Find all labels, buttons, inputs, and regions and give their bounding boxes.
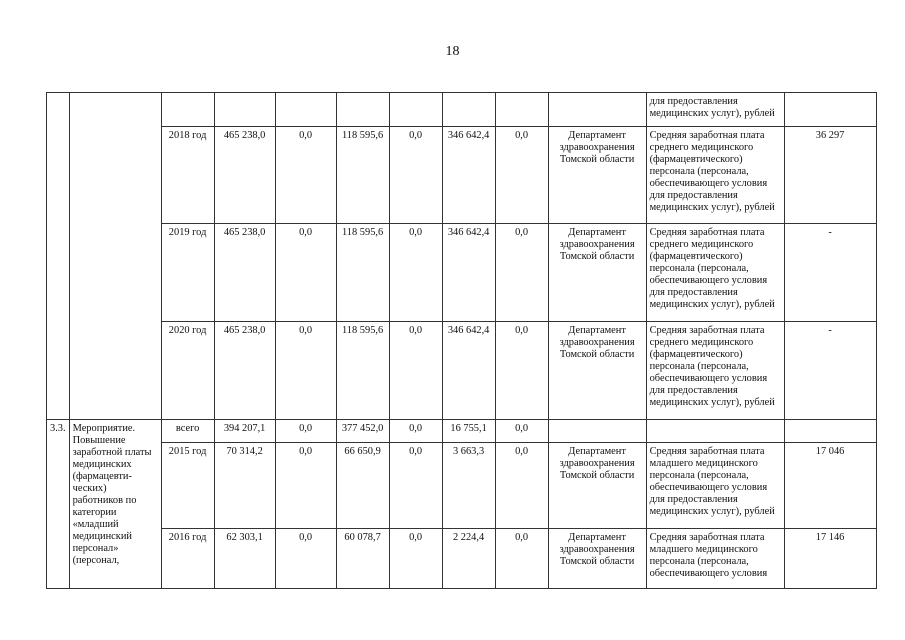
cell-indicator xyxy=(646,420,784,443)
cell-value: 0,0 xyxy=(495,420,548,443)
cell-value: 62 303,1 xyxy=(214,529,275,589)
cell-target: - xyxy=(784,224,876,322)
cell-value: 118 595,6 xyxy=(336,127,389,224)
cell-value: 0,0 xyxy=(275,322,336,420)
cell-value: 60 078,7 xyxy=(336,529,389,589)
cell-value: 0,0 xyxy=(275,224,336,322)
cell-value: 377 452,0 xyxy=(336,420,389,443)
cell-value: 3 663,3 xyxy=(442,443,495,529)
measure-number: 3.3. xyxy=(47,420,70,589)
cell-indicator: Средняя заработная плата среднего медицинского (фармацевтического) персонала (персонала, обеспечивающего условия для предоставления медицинских услуг), рублей xyxy=(646,127,784,224)
cell-value: 394 207,1 xyxy=(214,420,275,443)
cell-target: 17 146 xyxy=(784,529,876,589)
cell-executor: Департамент здравоохранения Томской области xyxy=(548,443,646,529)
cell-value: 465 238,0 xyxy=(214,127,275,224)
cell-value: 0,0 xyxy=(275,443,336,529)
cell-value: 0,0 xyxy=(495,322,548,420)
cell-event-continued xyxy=(69,93,161,420)
cell-value: 0,0 xyxy=(389,322,442,420)
table-row xyxy=(47,529,877,589)
cell-value: 66 650,9 xyxy=(336,443,389,529)
cell-year: 2020 год xyxy=(161,322,214,420)
cell-year: 2018 год xyxy=(161,127,214,224)
cell-number-continued xyxy=(47,93,70,420)
cell-indicator: для предоставления медицинских услуг), рублей xyxy=(646,93,784,127)
cell-value: 0,0 xyxy=(275,529,336,589)
measure-title: Мероприятие. Повышение заработной платы медицинских (фармацевти-ческих) работников по категории «младший медицинский персонал» (персонал, xyxy=(69,420,161,589)
cell-value: 0,0 xyxy=(275,420,336,443)
cell-value: 118 595,6 xyxy=(336,224,389,322)
table-row-total xyxy=(47,420,877,443)
table-row xyxy=(47,127,877,224)
cell-year: всего xyxy=(161,420,214,443)
cell-value: 0,0 xyxy=(389,420,442,443)
cell-value: 16 755,1 xyxy=(442,420,495,443)
cell-value: 465 238,0 xyxy=(214,224,275,322)
cell-target: 17 046 xyxy=(784,443,876,529)
cell-executor xyxy=(548,420,646,443)
cell-value: 0,0 xyxy=(495,443,548,529)
cell-year: 2015 год xyxy=(161,443,214,529)
cell-value: 0,0 xyxy=(495,127,548,224)
table-row-continued xyxy=(47,93,877,127)
cell-value: 0,0 xyxy=(275,127,336,224)
program-table xyxy=(46,92,877,589)
cell-year xyxy=(161,93,214,127)
cell-value: 0,0 xyxy=(495,224,548,322)
cell-value: 346 642,4 xyxy=(442,322,495,420)
cell-indicator: Средняя заработная плата среднего медицинского (фармацевтического) персонала (персонала, обеспечивающего условия для предоставления медицинских услуг), рублей xyxy=(646,322,784,420)
cell-executor: Департамент здравоохранения Томской области xyxy=(548,529,646,589)
cell-value: 465 238,0 xyxy=(214,322,275,420)
cell-value: 118 595,6 xyxy=(336,322,389,420)
cell-value: 70 314,2 xyxy=(214,443,275,529)
table-row xyxy=(47,224,877,322)
cell-value: 346 642,4 xyxy=(442,127,495,224)
cell-year: 2016 год xyxy=(161,529,214,589)
page-number: 18 xyxy=(445,44,460,59)
cell-indicator: Средняя заработная плата младшего медицинского персонала (персонала, обеспечивающего условия для предоставления медицинских услуг), рублей xyxy=(646,443,784,529)
cell-value: 0,0 xyxy=(389,443,442,529)
cell-target: 36 297 xyxy=(784,127,876,224)
table-row xyxy=(47,443,877,529)
cell-indicator: Средняя заработная плата среднего медицинского (фармацевтического) персонала (персонала, обеспечивающего условия для предоставления медицинских услуг), рублей xyxy=(646,224,784,322)
cell-value: 0,0 xyxy=(495,529,548,589)
table-row xyxy=(47,322,877,420)
cell-value: 0,0 xyxy=(389,127,442,224)
cell-target xyxy=(784,420,876,443)
cell-executor: Департамент здравоохранения Томской области xyxy=(548,322,646,420)
cell-executor: Департамент здравоохранения Томской области xyxy=(548,127,646,224)
cell-value: 346 642,4 xyxy=(442,224,495,322)
cell-indicator: Средняя заработная плата младшего медицинского персонала (персонала, обеспечивающего условия xyxy=(646,529,784,589)
cell-year: 2019 год xyxy=(161,224,214,322)
cell-executor: Департамент здравоохранения Томской области xyxy=(548,224,646,322)
cell-value: 2 224,4 xyxy=(442,529,495,589)
cell-value: 0,0 xyxy=(389,224,442,322)
cell-target: - xyxy=(784,322,876,420)
cell-value: 0,0 xyxy=(389,529,442,589)
